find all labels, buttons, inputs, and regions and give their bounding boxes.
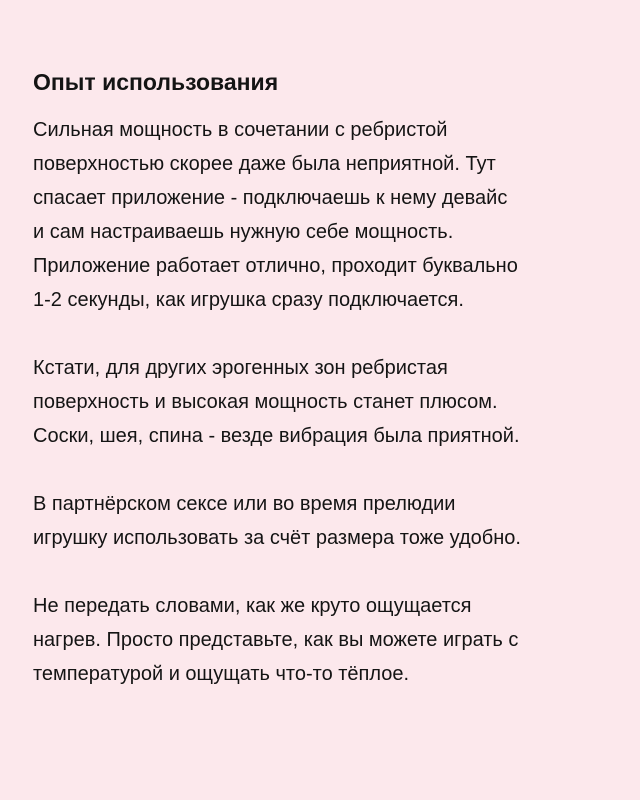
paragraph-heating: Не передать словами, как же круто ощущается нагрев. Просто представьте, как вы можете играть с температурой и ощущать что-то тёплое. (33, 595, 519, 685)
paragraph-other-zones: Кстати, для других эрогенных зон ребристая поверхность и высокая мощность станет плюсом. Соски, шея, спина - везде вибрация была приятной. (33, 357, 520, 447)
paragraph-partner-use: В партнёрском сексе или во время прелюдии игрушку использовать за счёт размера тоже удобно. (33, 493, 521, 549)
paragraph-experience-power: Сильная мощность в сочетании с ребристой поверхностью скорее даже была неприятной. Тут спасает приложение - подключаешь к нему девайс и сам настраиваешь нужную себе мощность. Приложение работает отлично, проходит буквально 1-2 секунды, как игрушка сразу подключается. (33, 119, 518, 311)
page-title: Опыт использования (33, 69, 279, 95)
